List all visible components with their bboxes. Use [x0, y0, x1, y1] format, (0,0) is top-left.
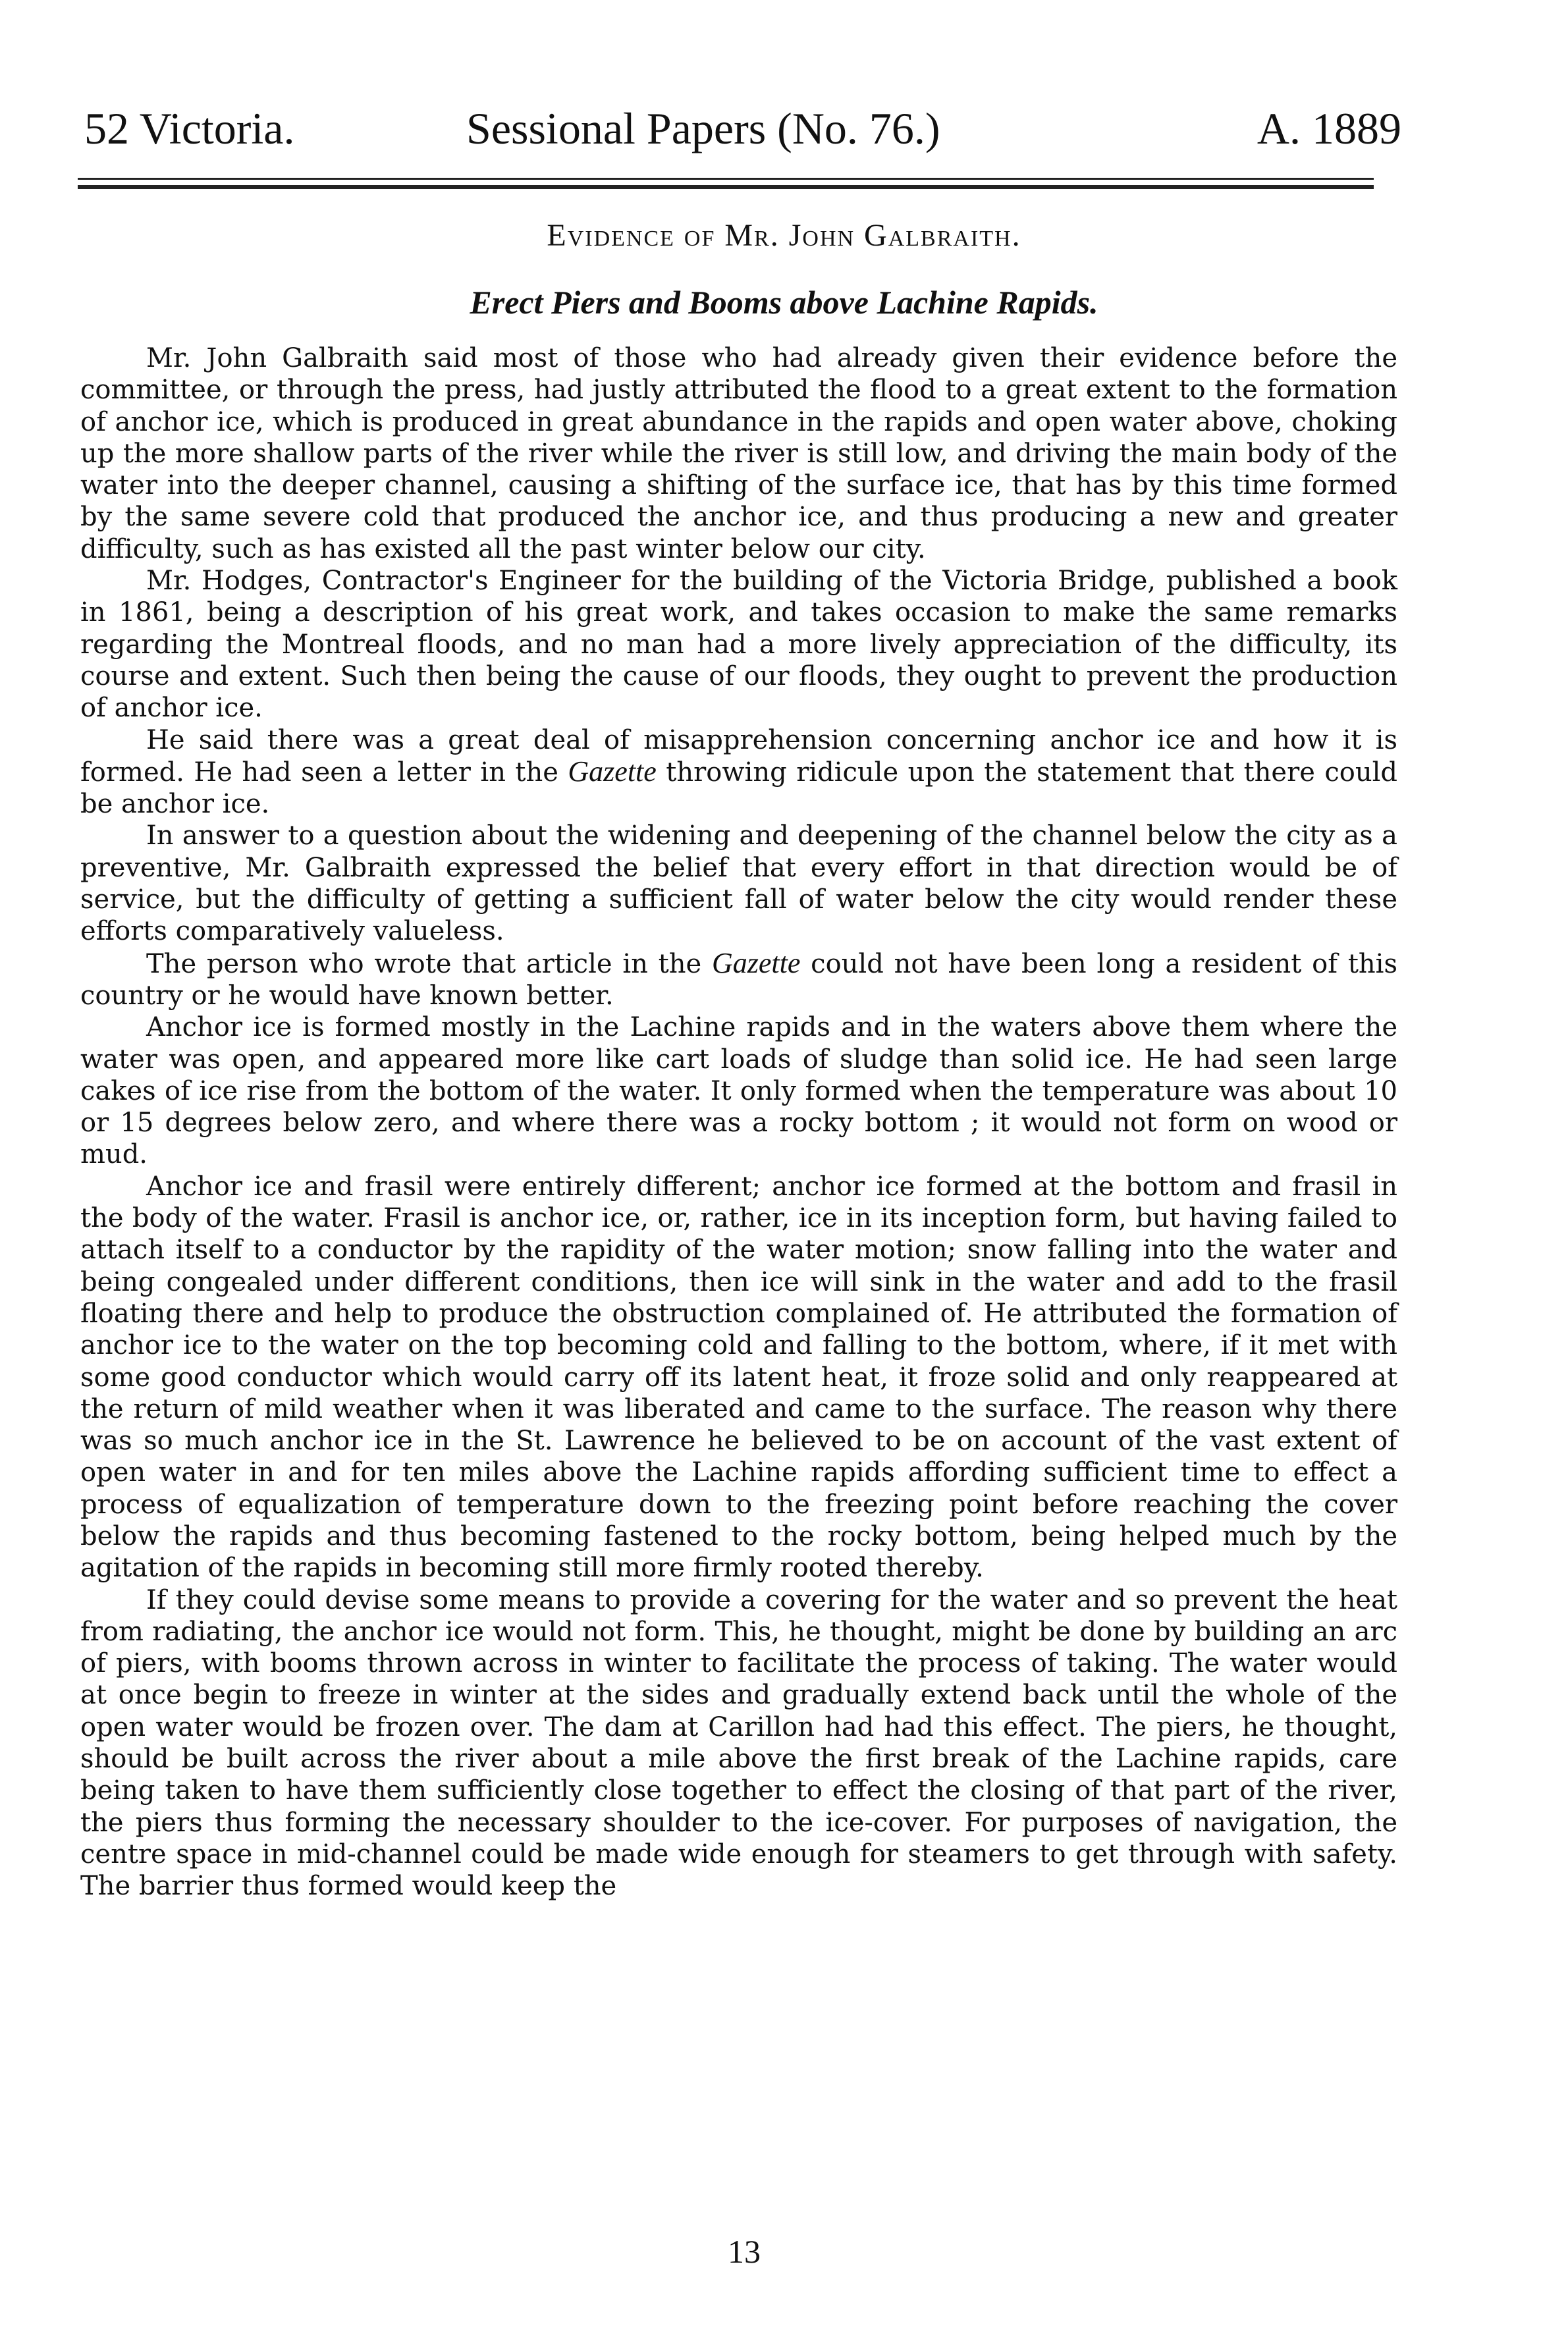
section-title: Evidence of Mr. John Galbraith.: [547, 218, 1021, 253]
paragraph-5: [80, 948, 1397, 1012]
paragraph-2: Mr. Hodges, Contractor's Engineer for the building of the Victoria Bridge, published a book in 1861, being a description of his great work, and takes occasion to make the same remarks regarding the Montreal floods, and no man had a more lively appreciation of the difficulty, its course and extent. Such then being the cause of our floods, they ought to prevent the production of anchor ice.: [80, 566, 1397, 724]
paragraph-1: Mr. John Galbraith said most of those who had already given their evidence before the committee, or through the press, had justly attributed the flood to a great extent to the formation of anchor ice, which is produced in great abundance in the rapids and open water above, choking up the more shallow parts of the river while the river is still low, and driving the main body of the water into the deeper channel, causing a shifting of the surface ice, that has by this time formed by the same severe cold that produced the anchor ice, and thus producing a new and greater difficulty, such as has existed all the past winter below our city.: [80, 343, 1397, 564]
paragraph-7: Anchor ice and frasil were entirely different; anchor ice formed at the bottom and frasil in the body of the water. Frasil is anchor ice, or, rather, ice in its inception form, but having failed to attach itself to a conductor by the rapidity of the water motion; snow falling into the water and being congealed under different conditions, then ice will sink in the water and add to the frasil floating there and help to produce the obstruction complained of. He attributed the formation of anchor ice to the water on the top becoming cold and falling to the bottom, where, if it met with some good conductor which would carry off its latent heat, it froze solid and only reappeared at the return of mild weather when it was liberated and came to the surface. The reason why there was so much anchor ice in the St. Lawrence he believed to be on account of the vast extent of open water in and for ten miles above the Lachine rapids affording sufficient time to effect a process of equalization of temperature down to the freezing point before reaching the cover below the rapids and thus becoming fastened to the rocky bottom, being helped much by the agitation of the rapids in becoming still more firmly rooted thereby.: [80, 1171, 1397, 1584]
paragraph-8: If they could devise some means to provide a covering for the water and so prevent the heat from radiating, the anchor ice would not form. This, he thought, might be done by building an arc of piers, with booms thrown across in winter to facilitate the process of taking. The water would at once begin to freeze in winter at the sides and gradually extend back until the whole of the open water would be frozen over. The dam at Carillon had had this effect. The piers, he thought, should be built across the river about a mile above the first break of the Lachine rapids, care being taken to have them sufficiently close together to effect the closing of that part of the river, the piers thus forming the necessary shoulder to the ice-cover. For purposes of navigation, the centre space in mid-channel could be made wide enough for steamers to get through with safety. The barrier thus formed would keep the: [80, 1584, 1397, 1902]
newspaper-name: Gazette: [711, 946, 801, 979]
section-subtitle: Erect Piers and Booms above Lachine Rapids.: [470, 284, 1098, 321]
paragraph-3-before: He said there was a great deal of misapprehension concerning anchor ice and how it is formed. He had seen a letter in the: [80, 724, 1397, 788]
header-center: Sessional Papers (No. 76.): [466, 103, 940, 153]
header-right: A. 1889: [1257, 103, 1401, 153]
header-rule-thin: [78, 178, 1374, 180]
header-left: 52 Victoria.: [84, 103, 295, 153]
paragraph-3-after: throwing ridicule upon the statement that there could be anchor ice.: [80, 757, 1397, 820]
paragraph-5-before: The person who wrote that article in the: [146, 948, 712, 979]
paragraph-5-after: could not have been long a resident of this country or he would have known better.: [80, 948, 1397, 1011]
paragraph-3: [80, 724, 1397, 821]
newspaper-name: Gazette: [568, 755, 657, 788]
header-rule-thick: [78, 185, 1374, 189]
paragraph-6: Anchor ice is formed mostly in the Lachine rapids and in the waters above them where the water was open, and appeared more like cart loads of sludge than solid ice. He had seen large cakes of ice rise from the bottom of the water. It only formed when the temperature was about 10 or 15 degrees below zero, and where there was a rocky bottom ; it would not form on wood or mud.: [80, 1012, 1397, 1170]
running-header: [84, 99, 1428, 158]
header-rule: [78, 178, 1374, 191]
body-text: [80, 342, 1397, 1902]
page-number: 13: [728, 2233, 761, 2270]
paragraph-4: In answer to a question about the widening and deepening of the channel below the city as a preventive, Mr. Galbraith expressed the belief that every effort in that direction would be of service, but the difficulty of getting a sufficient fall of water below the city would render these efforts comparatively valueless.: [80, 821, 1397, 947]
